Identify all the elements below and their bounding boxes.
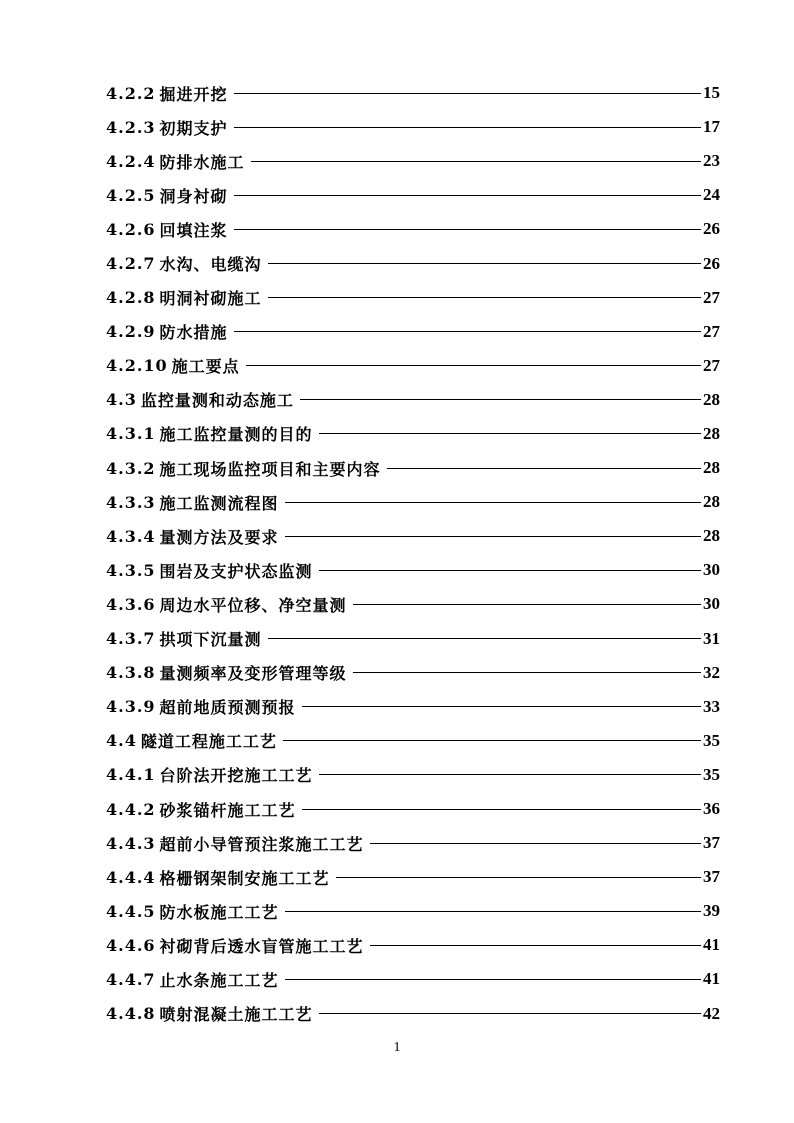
toc-section-title: 超前地质预测预报 [159,698,296,718]
toc-section-number: 4.3.3 [106,492,156,512]
toc-section-number: 4.2.7 [106,254,156,274]
toc-leader-line [370,843,701,844]
toc-section-number: 4.4.1 [106,765,156,785]
toc-section-number: 4.4.8 [106,1004,156,1024]
toc-entry[interactable] [106,178,720,212]
toc-section-title: 砂浆锚杆施工工艺 [159,800,296,820]
toc-entry[interactable] [106,690,720,724]
toc-leader-line [319,570,701,571]
toc-entry[interactable] [106,826,720,860]
toc-entry[interactable] [106,451,720,485]
toc-section-title: 洞身衬砌 [159,186,228,206]
toc-section-title: 格栅钢架制安施工工艺 [159,868,330,888]
toc-section-number: 4.3.6 [106,594,156,614]
toc-entry[interactable] [106,383,720,417]
toc-leader-line [319,1013,701,1014]
toc-section-title: 衬砌背后透水盲管施工工艺 [159,936,364,956]
toc-leader-line [234,195,701,196]
toc-section-title: 掘进开挖 [159,84,228,104]
toc-page-number: 39 [703,901,720,921]
toc-leader-line [268,297,701,298]
toc-section-title: 周边水平位移、净空量测 [159,595,347,615]
toc-leader-line [370,945,701,946]
toc-section-title: 量测方法及要求 [159,527,279,547]
toc-page-number: 41 [703,969,720,989]
toc-section-number: 4.3.8 [106,663,156,683]
toc-section-number: 4.2.3 [106,117,156,137]
toc-section-number: 4.2.10 [106,356,168,376]
toc-entry[interactable] [106,656,720,690]
toc-section-title: 止水条施工工艺 [159,970,279,990]
toc-entry[interactable] [106,860,720,894]
toc-entry[interactable] [106,587,720,621]
toc-leader-line [300,399,701,400]
toc-section-number: 4.4.3 [106,833,156,853]
toc-section-number: 4.4.5 [106,901,156,921]
toc-section-title: 超前小导管预注浆施工工艺 [159,834,364,854]
toc-entry[interactable] [106,485,720,519]
table-of-contents [106,76,720,1031]
toc-section-number: 4.4.7 [106,969,156,989]
toc-page-number: 31 [703,628,720,648]
toc-section-number: 4.3.7 [106,629,156,649]
toc-page-number: 36 [703,799,720,819]
toc-section-title: 防水板施工工艺 [159,902,279,922]
toc-page-number: 35 [703,730,720,750]
toc-entry[interactable] [106,519,720,553]
toc-page-number: 17 [703,117,720,137]
toc-page-number: 15 [703,83,720,103]
toc-section-number: 4.2.2 [106,83,156,103]
toc-leader-line [285,536,701,537]
toc-page-number: 24 [703,185,720,205]
toc-section-number: 4.3.9 [106,697,156,717]
toc-section-number: 4.4.6 [106,935,156,955]
toc-entry[interactable] [106,928,720,962]
toc-leader-line [285,979,701,980]
toc-section-number: 4.2.4 [106,151,156,171]
toc-leader-line [319,774,701,775]
toc-section-title: 施工监控量测的目的 [159,425,313,445]
toc-section-number: 4.2.9 [106,322,156,342]
toc-section-title: 隧道工程施工工艺 [140,732,277,752]
toc-page-number: 26 [703,219,720,239]
toc-entry[interactable] [106,758,720,792]
toc-leader-line [285,502,701,503]
toc-section-number: 4.3.1 [106,424,156,444]
toc-section-title: 施工监测流程图 [159,493,279,513]
toc-entry[interactable] [106,962,720,996]
toc-page-number: 41 [703,935,720,955]
toc-entry[interactable] [106,997,720,1031]
toc-leader-line [319,433,701,434]
toc-leader-line [387,468,701,469]
toc-leader-line [246,365,701,366]
toc-page-number: 28 [703,492,720,512]
toc-leader-line [302,809,701,810]
toc-leader-line [336,877,701,878]
toc-section-title: 防水措施 [159,323,228,343]
toc-page-number: 23 [703,151,720,171]
toc-page-number: 28 [703,389,720,409]
toc-entry[interactable] [106,110,720,144]
toc-entry[interactable] [106,246,720,280]
toc-page-number: 33 [703,696,720,716]
toc-section-title: 防排水施工 [159,152,245,172]
toc-section-number: 4.4.4 [106,867,156,887]
toc-entry[interactable] [106,144,720,178]
toc-entry[interactable] [106,349,720,383]
toc-section-number: 4.3.4 [106,526,156,546]
toc-page-number: 42 [703,1003,720,1023]
toc-section-title: 量测频率及变形管理等级 [159,664,347,684]
toc-leader-line [268,638,701,639]
toc-leader-line [353,672,701,673]
toc-leader-line [234,229,701,230]
toc-section-title: 水沟、电缆沟 [159,255,262,275]
toc-leader-line [234,127,701,128]
toc-entry[interactable] [106,792,720,826]
toc-page-number: 28 [703,423,720,443]
toc-page-number: 35 [703,764,720,784]
toc-section-number: 4.4.2 [106,799,156,819]
toc-section-number: 4.3.5 [106,560,156,580]
toc-entry[interactable] [106,622,720,656]
toc-leader-line [251,161,701,162]
toc-leader-line [234,331,701,332]
toc-page-number: 27 [703,287,720,307]
toc-section-title: 施工要点 [171,357,240,377]
toc-page-number: 30 [703,560,720,580]
toc-section-title: 拱项下沉量测 [159,630,262,650]
toc-entry[interactable] [106,724,720,758]
toc-section-title: 围岩及支护状态监测 [159,561,313,581]
toc-leader-line [234,93,701,94]
toc-section-title: 台阶法开挖施工工艺 [159,766,313,786]
toc-page-number: 27 [703,321,720,341]
toc-page-number: 27 [703,355,720,375]
toc-entry[interactable] [106,553,720,587]
toc-entry[interactable] [106,894,720,928]
toc-entry[interactable] [106,212,720,246]
toc-section-title: 明洞衬砌施工 [159,289,262,309]
toc-entry[interactable] [106,281,720,315]
toc-section-number: 4.3.2 [106,458,156,478]
toc-page-number: 26 [703,253,720,273]
toc-section-number: 4.2.6 [106,219,156,239]
toc-section-title: 初期支护 [159,118,228,138]
toc-section-number: 4.2.5 [106,185,156,205]
toc-leader-line [285,911,701,912]
toc-section-number: 4.4 [106,731,137,751]
toc-page-number: 30 [703,594,720,614]
toc-leader-line [353,604,701,605]
toc-page-number: 28 [703,458,720,478]
toc-page-number: 32 [703,662,720,682]
toc-section-title: 喷射混凝土施工工艺 [159,1005,313,1025]
page-number: 1 [393,1040,401,1055]
toc-leader-line [283,740,701,741]
toc-page-number: 28 [703,526,720,546]
toc-section-title: 施工现场监控项目和主要内容 [159,459,381,479]
toc-page-number: 37 [703,867,720,887]
toc-section-title: 监控量测和动态施工 [140,391,294,411]
toc-entry[interactable] [106,315,720,349]
toc-page-number: 37 [703,833,720,853]
toc-leader-line [268,263,701,264]
toc-section-number: 4.3 [106,390,137,410]
toc-entry[interactable] [106,417,720,451]
toc-leader-line [302,706,701,707]
toc-section-title: 回填注浆 [159,220,228,240]
toc-entry[interactable] [106,76,720,110]
toc-section-number: 4.2.8 [106,288,156,308]
